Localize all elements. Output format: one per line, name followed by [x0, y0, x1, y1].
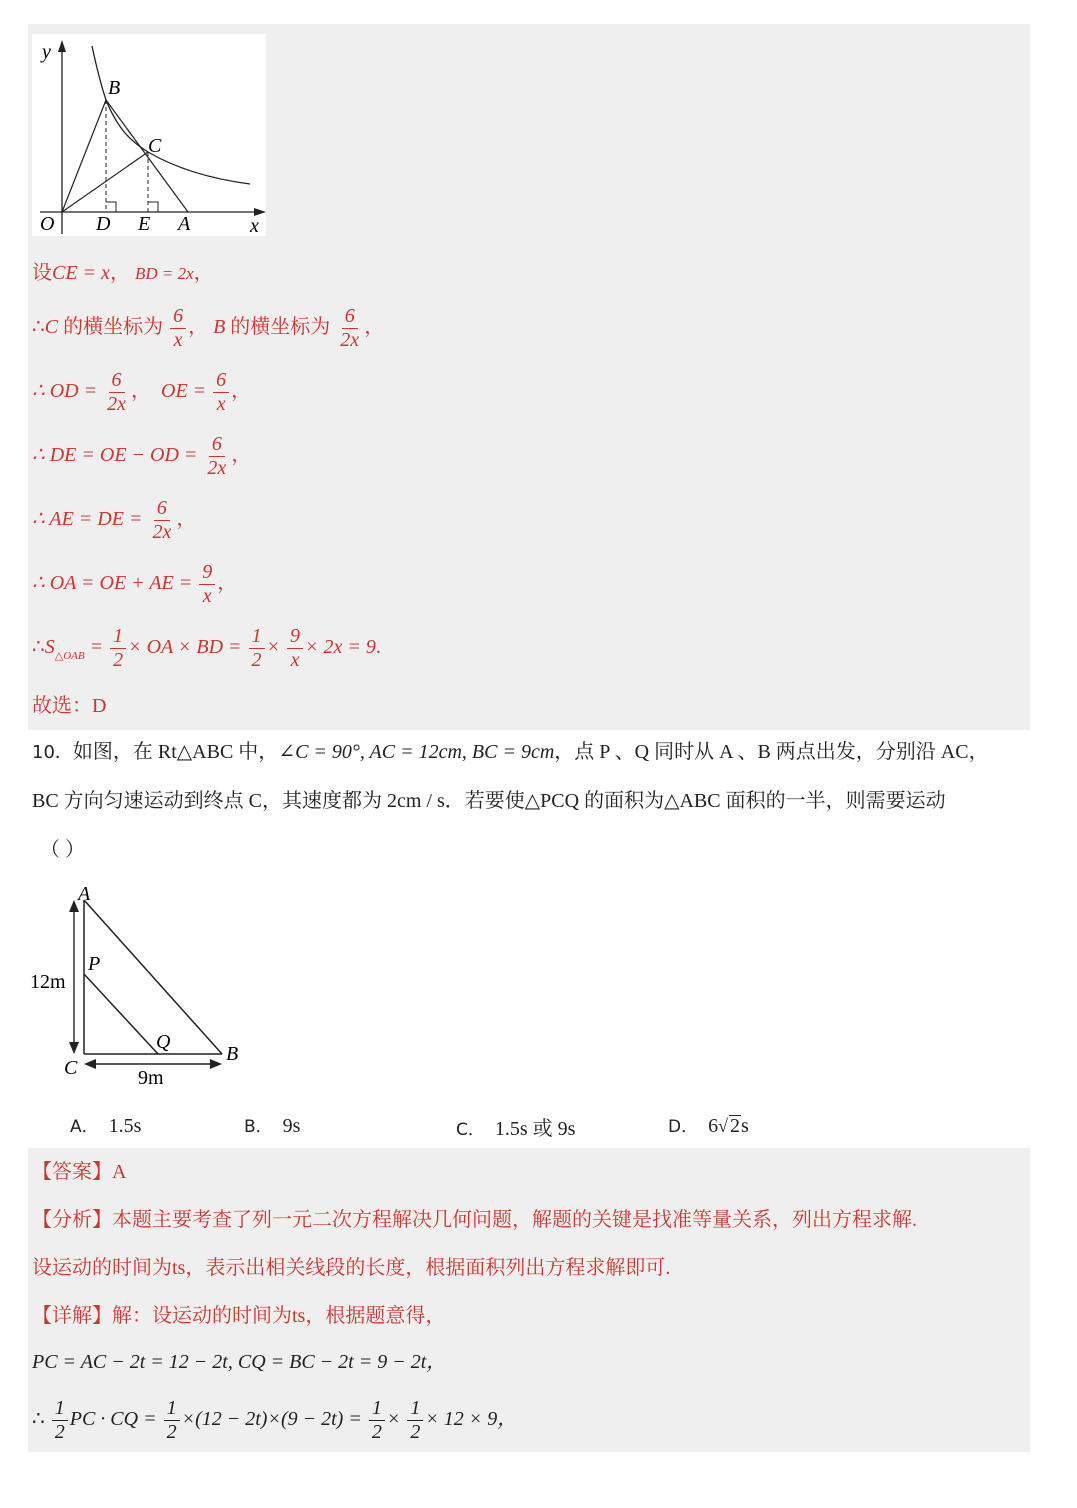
label-b: B [226, 1043, 239, 1065]
question-line-3: （ ） [40, 839, 85, 861]
segment-ob [62, 100, 106, 212]
step-text: 设 [32, 262, 52, 284]
label-ac-length: 12m [30, 971, 66, 993]
hyperbola-curve [92, 46, 250, 184]
dim-arrow-left [84, 1059, 96, 1069]
analysis-line-2: 设运动的时间为ts，表示出相关线段的长度，根据面积列出方程求解即可. [32, 1257, 671, 1279]
step-math: BD = 2x [134, 264, 194, 283]
label-bc-length: 9m [138, 1067, 164, 1089]
hyperbola-figure [32, 34, 266, 236]
detail-line: 【详解】解：设运动的时间为ts，根据题意得， [32, 1305, 446, 1327]
triangle-diagram [26, 878, 256, 1090]
solution-choice: 故选：D [32, 695, 107, 717]
question-number: 10． [32, 742, 73, 763]
segment-oc [62, 152, 148, 212]
option-b[interactable]: B． 9s [244, 1115, 301, 1137]
solution-step-6: ∴ OA = OE + AE = $\frac{9}{x}$ ， [32, 561, 238, 607]
dim-arrow-right [210, 1059, 222, 1069]
triangle-figure [26, 878, 256, 1090]
right-angle-e [148, 202, 158, 212]
label-e: E [138, 213, 151, 235]
solution-step-5: ∴ AE = DE = $\frac{6}{2x}$ ， [32, 497, 197, 543]
option-d[interactable]: D． 6√ 2s [668, 1115, 749, 1137]
solution-step-1: 设CE = x， BD = 2x， [32, 262, 214, 284]
side-ab [84, 900, 222, 1054]
question-line-2: BC 方向匀速运动到终点 C，其速度都为 2cm / s．若要使△PCQ 的面积为△ABC 面积的一半，则需要运动 [32, 790, 946, 812]
dim-arrow-bottom [69, 1042, 79, 1054]
label-y: y [42, 41, 51, 63]
solution-step-2: ∴C 的横坐标为 $\frac{6}{x}$ ， B 的横坐标为 $\frac{6}{2x}$ ， [32, 305, 385, 351]
segment-pq [84, 974, 158, 1054]
answer-line: 【答案】A [32, 1161, 127, 1183]
option-a[interactable]: A． 1.5s [70, 1115, 142, 1137]
hyperbola-diagram [32, 34, 266, 236]
segment-ba [106, 100, 188, 212]
solution-step-7: $\therefore S_{\triangle OAB}$ = $\frac{1}{2}$ × OA × BD = $\frac{1}{2}$ × $\frac{9}{x}$ × 2x = 9. [32, 625, 381, 671]
right-angle-d [106, 202, 116, 212]
label-a: A [78, 883, 91, 905]
label-c: C [64, 1057, 78, 1079]
y-axis-arrow [58, 40, 66, 52]
equation-line-1: PC = AC − 2t = 12 − 2t, CQ = BC − 2t = 9 − 2t， [32, 1351, 447, 1373]
step-math: CE = x [52, 262, 110, 284]
option-c[interactable]: C． 1.5s 或 9s [456, 1118, 576, 1140]
solution-step-4: ∴ DE = OE − OD = $\frac{6}{2x}$ ， [32, 433, 252, 479]
label-d: D [96, 213, 111, 235]
label-a: A [178, 213, 191, 235]
analysis-line-1: 【分析】本题主要考查了列一元二次方程解决几何问题，解题的关键是找准等量关系，列出方程求解. [32, 1209, 917, 1231]
label-q: Q [156, 1031, 171, 1053]
equation-line-2: ∴ $\frac{1}{2}$ PC · CQ = $\frac{1}{2}$ ×(12 − 2t)×(9 − 2t) = $\frac{1}{2}$ × $\frac{1}{2}$ × 12 × 9， [32, 1397, 518, 1443]
label-x: x [250, 215, 259, 236]
question-line-1: 10．如图，在 Rt△ABC 中，∠C = 90°, AC = 12cm, BC = 9cm，点 P 、Q 同时从 A 、B 两点出发，分别沿 AC， [32, 741, 989, 763]
label-b: B [108, 77, 121, 99]
label-o: O [40, 213, 55, 235]
label-p: P [88, 953, 101, 975]
label-c: C [148, 135, 162, 157]
solution-step-3: ∴ OD = $\frac{6}{2x}$ ， OE = $\frac{6}{x}$ ， [32, 369, 252, 415]
